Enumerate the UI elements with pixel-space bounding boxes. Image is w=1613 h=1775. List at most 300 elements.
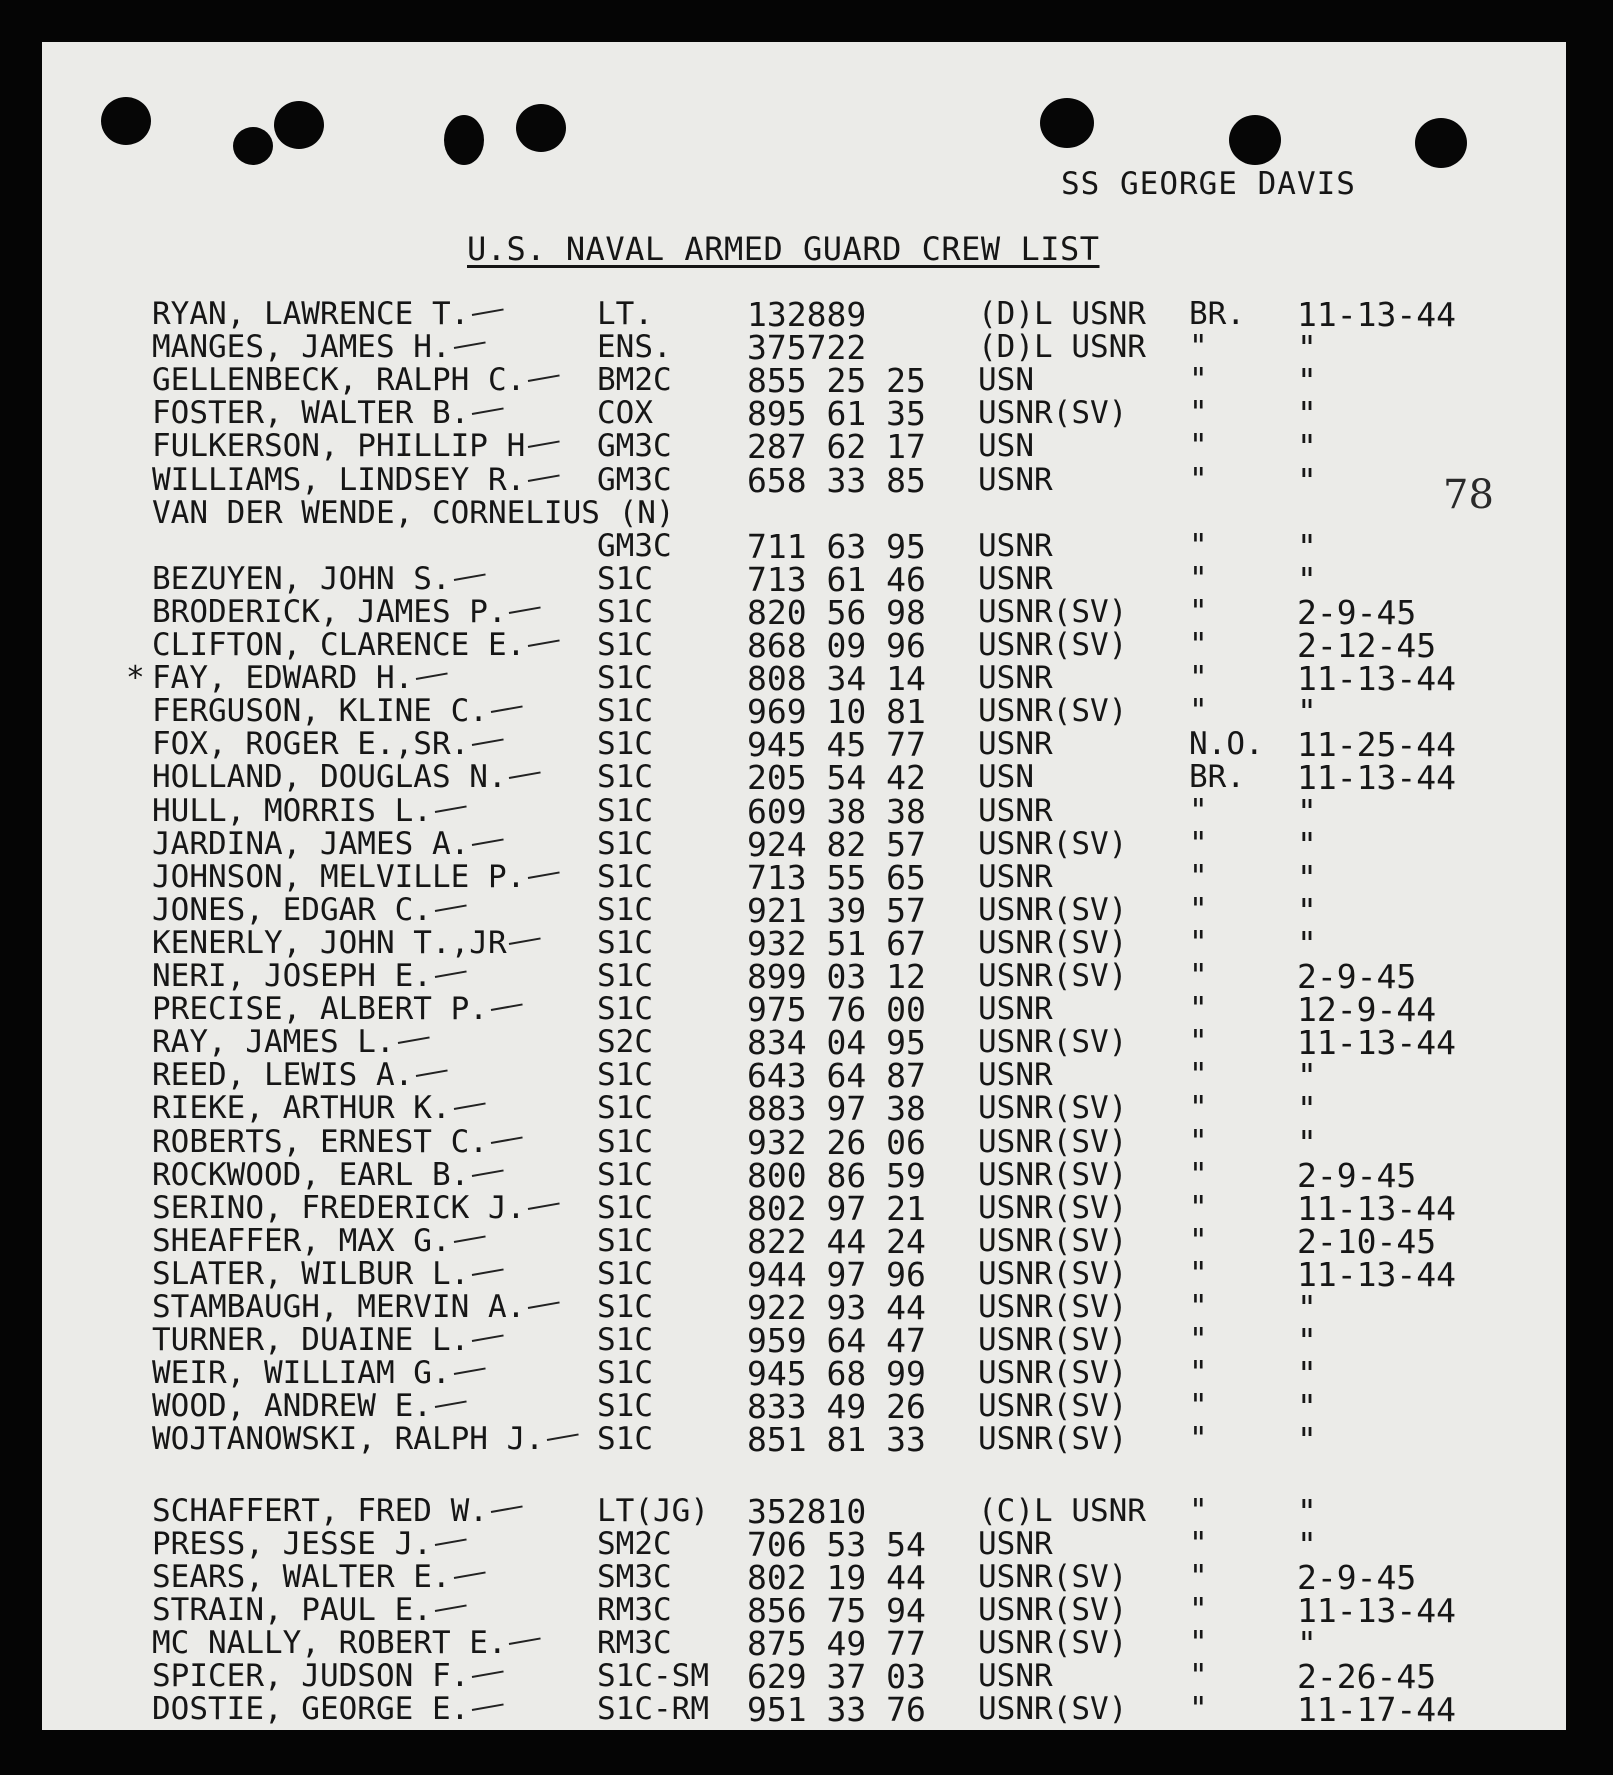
crew-row xyxy=(0,825,1613,864)
crew-name: RAY, JAMES L. xyxy=(152,1024,395,1060)
crew-location: " xyxy=(1189,793,1208,829)
punch-hole xyxy=(516,104,566,152)
crew-rate: S1C xyxy=(597,958,653,994)
punch-hole xyxy=(1040,98,1094,148)
crew-rate: S1C xyxy=(597,660,653,696)
crew-service-branch: USNR(SV) xyxy=(978,594,1128,630)
crew-name: BEZUYEN, JOHN S. xyxy=(152,561,451,597)
crew-row xyxy=(0,1189,1613,1228)
crew-date: 11-13-44 xyxy=(1297,1255,1456,1294)
crew-name: FAY, EDWARD H. xyxy=(152,660,414,696)
punch-hole xyxy=(1229,115,1281,165)
crew-location: BR. xyxy=(1189,296,1245,332)
crew-service-number: 868 09 96 xyxy=(747,626,926,665)
crew-name: DOSTIE, GEORGE E. xyxy=(152,1691,470,1727)
crew-service-number: 924 82 57 xyxy=(747,825,926,864)
crew-row xyxy=(0,1591,1613,1630)
crew-service-branch: USNR xyxy=(978,528,1053,564)
crew-location: " xyxy=(1189,1493,1208,1529)
crew-rate: S1C xyxy=(597,892,653,928)
crew-date: " xyxy=(1297,328,1317,367)
crew-date: 11-13-44 xyxy=(1297,1023,1456,1062)
crew-location: " xyxy=(1189,462,1208,498)
crew-row xyxy=(0,659,1613,698)
crew-name: STAMBAUGH, MERVIN A. xyxy=(152,1289,526,1325)
crew-row xyxy=(0,725,1613,764)
crew-service-number: 609 38 38 xyxy=(747,792,926,831)
crew-service-branch: USN xyxy=(978,759,1034,795)
crew-date: " xyxy=(1297,1354,1317,1393)
crew-name: VAN DER WENDE, CORNELIUS (N) xyxy=(152,495,675,531)
punch-hole xyxy=(444,115,484,165)
crew-service-number: 875 49 77 xyxy=(747,1624,926,1663)
crew-row xyxy=(0,924,1613,963)
crew-date: " xyxy=(1297,461,1317,500)
crew-name: MANGES, JAMES H. xyxy=(152,329,451,365)
crew-date: 11-13-44 xyxy=(1297,1189,1456,1228)
crew-date: 2-9-45 xyxy=(1297,1156,1417,1195)
crew-name: FOX, ROGER E.,SR. xyxy=(152,726,470,762)
crew-row xyxy=(0,626,1613,665)
crew-rate: GM3C xyxy=(597,462,672,498)
crew-service-number: 833 49 26 xyxy=(747,1387,926,1426)
crew-name: TURNER, DUAINE L. xyxy=(152,1322,470,1358)
crew-location: N.O. xyxy=(1189,726,1264,762)
crew-service-branch: USNR(SV) xyxy=(978,1289,1128,1325)
crew-service-branch: USNR(SV) xyxy=(978,1592,1128,1628)
crew-date: " xyxy=(1297,891,1317,930)
crew-date: 12-9-44 xyxy=(1297,990,1437,1029)
ship-name: SS GEORGE DAVIS xyxy=(1061,166,1356,202)
crew-date: " xyxy=(1297,527,1317,566)
crew-row xyxy=(0,593,1613,632)
crew-location: " xyxy=(1189,362,1208,398)
crew-service-branch: USNR xyxy=(978,726,1053,762)
crew-date: 2-26-45 xyxy=(1297,1657,1437,1696)
crew-row xyxy=(0,1288,1613,1327)
crew-name: RYAN, LAWRENCE T. xyxy=(152,296,470,332)
crew-row xyxy=(0,1558,1613,1597)
crew-date: " xyxy=(1297,692,1317,731)
crew-date: " xyxy=(1297,1089,1317,1128)
crew-service-number: 932 26 06 xyxy=(747,1123,926,1162)
crew-name: KENERLY, JOHN T.,JR xyxy=(152,925,507,961)
crew-location: " xyxy=(1189,892,1208,928)
crew-service-branch: USNR(SV) xyxy=(978,1355,1128,1391)
crew-service-branch: USNR(SV) xyxy=(978,1090,1128,1126)
crew-row xyxy=(0,1492,1613,1531)
crew-service-number: 945 68 99 xyxy=(747,1354,926,1393)
crew-service-number: 969 10 81 xyxy=(747,692,926,731)
crew-service-branch: USNR(SV) xyxy=(978,958,1128,994)
crew-name: HULL, MORRIS L. xyxy=(152,793,432,829)
crew-row xyxy=(0,1657,1613,1696)
crew-rate: RM3C xyxy=(597,1592,672,1628)
crew-location: " xyxy=(1189,991,1208,1027)
crew-service-number: 822 44 24 xyxy=(747,1222,926,1261)
crew-rate: SM2C xyxy=(597,1526,672,1562)
crew-mark: * xyxy=(126,660,145,696)
crew-date: " xyxy=(1297,858,1317,897)
crew-row xyxy=(0,1023,1613,1062)
crew-location: " xyxy=(1189,627,1208,663)
crew-service-branch: USNR(SV) xyxy=(978,826,1128,862)
crew-rate: S1C xyxy=(597,561,653,597)
crew-location: " xyxy=(1189,1124,1208,1160)
crew-location: " xyxy=(1189,859,1208,895)
crew-service-branch: (D)L USNR xyxy=(978,329,1146,365)
crew-row xyxy=(0,1690,1613,1729)
crew-service-branch: USNR(SV) xyxy=(978,1691,1128,1727)
crew-row xyxy=(0,891,1613,930)
crew-name: SEARS, WALTER E. xyxy=(152,1559,451,1595)
crew-service-number: 834 04 95 xyxy=(747,1023,926,1062)
crew-service-number: 921 39 57 xyxy=(747,891,926,930)
crew-date: " xyxy=(1297,1387,1317,1426)
crew-location: " xyxy=(1189,826,1208,862)
crew-service-branch: USNR(SV) xyxy=(978,1625,1128,1661)
punch-hole xyxy=(1415,118,1467,168)
crew-location: " xyxy=(1189,594,1208,630)
crew-name: SERINO, FREDERICK J. xyxy=(152,1190,526,1226)
crew-date: " xyxy=(1297,825,1317,864)
crew-service-number: 375722 xyxy=(747,328,867,367)
crew-service-branch: USNR(SV) xyxy=(978,892,1128,928)
crew-rate: COX xyxy=(597,395,653,431)
crew-service-branch: USNR(SV) xyxy=(978,1388,1128,1424)
crew-date: 11-13-44 xyxy=(1297,295,1456,334)
crew-rate: LT. xyxy=(597,296,653,332)
crew-location: BR. xyxy=(1189,759,1245,795)
crew-service-number: 800 86 59 xyxy=(747,1156,926,1195)
crew-location: " xyxy=(1189,1691,1208,1727)
crew-service-branch: USNR(SV) xyxy=(978,1190,1128,1226)
crew-service-branch: USNR xyxy=(978,1057,1053,1093)
crew-service-number: 132889 xyxy=(747,295,867,334)
crew-service-branch: (D)L USNR xyxy=(978,296,1146,332)
crew-service-branch: USNR(SV) xyxy=(978,395,1128,431)
crew-location: " xyxy=(1189,1526,1208,1562)
crew-location: " xyxy=(1189,1592,1208,1628)
crew-location: " xyxy=(1189,1057,1208,1093)
crew-date: " xyxy=(1297,1525,1317,1564)
crew-name: CLIFTON, CLARENCE E. xyxy=(152,627,526,663)
crew-service-number: 713 61 46 xyxy=(747,560,926,599)
crew-name: FERGUSON, KLINE C. xyxy=(152,693,488,729)
crew-name: WOJTANOWSKI, RALPH J. xyxy=(152,1421,544,1457)
crew-service-branch: USNR(SV) xyxy=(978,1157,1128,1193)
crew-date: 2-12-45 xyxy=(1297,626,1437,665)
crew-service-number: 629 37 03 xyxy=(747,1657,926,1696)
crew-service-branch: USNR xyxy=(978,859,1053,895)
crew-rate: S1C xyxy=(597,793,653,829)
crew-service-branch: USNR xyxy=(978,1658,1053,1694)
crew-name: JONES, EDGAR C. xyxy=(152,892,432,928)
crew-rate: LT(JG) xyxy=(597,1493,709,1529)
crew-row xyxy=(0,1624,1613,1663)
crew-row xyxy=(0,1354,1613,1393)
crew-location: " xyxy=(1189,1625,1208,1661)
crew-rate: S1C xyxy=(597,1322,653,1358)
crew-rate: S1C xyxy=(597,1223,653,1259)
crew-row xyxy=(0,1156,1613,1195)
crew-service-number: 899 03 12 xyxy=(747,957,926,996)
crew-rate: GM3C xyxy=(597,528,672,564)
crew-location: " xyxy=(1189,1223,1208,1259)
crew-service-branch: USNR xyxy=(978,561,1053,597)
crew-service-number: 706 53 54 xyxy=(747,1525,926,1564)
crew-rate: S1C xyxy=(597,1421,653,1457)
crew-service-number: 205 54 42 xyxy=(747,758,926,797)
crew-name: FOSTER, WALTER B. xyxy=(152,395,470,431)
crew-date: " xyxy=(1297,1056,1317,1095)
crew-row xyxy=(0,361,1613,400)
crew-row xyxy=(0,461,1613,500)
crew-rate: S1C xyxy=(597,1190,653,1226)
crew-date: 11-13-44 xyxy=(1297,758,1456,797)
crew-row xyxy=(0,692,1613,731)
crew-date: " xyxy=(1297,792,1317,831)
crew-row xyxy=(0,527,1613,566)
crew-rate: RM3C xyxy=(597,1625,672,1661)
crew-rate: S1C xyxy=(597,1124,653,1160)
crew-name: FULKERSON, PHILLIP H xyxy=(152,428,526,464)
crew-rate: S1C xyxy=(597,1289,653,1325)
crew-row xyxy=(0,295,1613,334)
crew-location: " xyxy=(1189,1388,1208,1424)
crew-name: REED, LEWIS A. xyxy=(152,1057,414,1093)
crew-date: " xyxy=(1297,1288,1317,1327)
crew-service-number: 883 97 38 xyxy=(747,1089,926,1128)
crew-location: " xyxy=(1189,1090,1208,1126)
crew-service-number: 851 81 33 xyxy=(747,1420,926,1459)
crew-rate: S1C xyxy=(597,925,653,961)
crew-row xyxy=(0,1056,1613,1095)
document-title: U.S. NAVAL ARMED GUARD CREW LIST xyxy=(467,230,1100,268)
crew-name: WEIR, WILLIAM G. xyxy=(152,1355,451,1391)
crew-service-number: 959 64 47 xyxy=(747,1321,926,1360)
crew-service-number: 658 33 85 xyxy=(747,461,926,500)
crew-row xyxy=(0,1123,1613,1162)
crew-rate: S1C xyxy=(597,726,653,762)
crew-rate: S2C xyxy=(597,1024,653,1060)
crew-rate: ENS. xyxy=(597,329,672,365)
crew-rate: S1C xyxy=(597,1388,653,1424)
crew-rate: S1C xyxy=(597,859,653,895)
crew-row xyxy=(0,1525,1613,1564)
crew-service-number: 802 19 44 xyxy=(747,1558,926,1597)
crew-service-number: 951 33 76 xyxy=(747,1690,926,1729)
crew-location: " xyxy=(1189,1256,1208,1292)
crew-name: MC NALLY, ROBERT E. xyxy=(152,1625,507,1661)
crew-date: " xyxy=(1297,1624,1317,1663)
crew-location: " xyxy=(1189,561,1208,597)
crew-service-branch: USNR xyxy=(978,793,1053,829)
crew-row xyxy=(0,858,1613,897)
crew-location: " xyxy=(1189,693,1208,729)
crew-name: WOOD, ANDREW E. xyxy=(152,1388,432,1424)
crew-rate: GM3C xyxy=(597,428,672,464)
crew-service-branch: USNR(SV) xyxy=(978,693,1128,729)
crew-row xyxy=(0,990,1613,1029)
crew-name: JOHNSON, MELVILLE P. xyxy=(152,859,526,895)
crew-date: 11-13-44 xyxy=(1297,1591,1456,1630)
crew-name: GELLENBECK, RALPH C. xyxy=(152,362,526,398)
crew-date: 11-25-44 xyxy=(1297,725,1456,764)
crew-row xyxy=(0,1420,1613,1459)
crew-date: " xyxy=(1297,1420,1317,1459)
crew-name: BRODERICK, JAMES P. xyxy=(152,594,507,630)
punch-hole xyxy=(233,127,273,165)
crew-location: " xyxy=(1189,1658,1208,1694)
crew-rate: S1C xyxy=(597,1256,653,1292)
crew-date: " xyxy=(1297,427,1317,466)
crew-location: " xyxy=(1189,1157,1208,1193)
crew-row xyxy=(0,560,1613,599)
crew-rate: S1C-SM xyxy=(597,1658,709,1694)
crew-service-branch: USNR xyxy=(978,1526,1053,1562)
crew-location: " xyxy=(1189,1322,1208,1358)
crew-service-number: 808 34 14 xyxy=(747,659,926,698)
crew-service-branch: USNR xyxy=(978,991,1053,1027)
crew-service-number: 895 61 35 xyxy=(747,394,926,433)
crew-row xyxy=(0,497,1613,530)
crew-service-branch: USN xyxy=(978,362,1034,398)
punch-hole xyxy=(101,97,151,145)
crew-service-number: 820 56 98 xyxy=(747,593,926,632)
crew-rate: SM3C xyxy=(597,1559,672,1595)
crew-rate: S1C xyxy=(597,1157,653,1193)
crew-rate: S1C xyxy=(597,1355,653,1391)
crew-service-number: 713 55 65 xyxy=(747,858,926,897)
crew-service-number: 352810 xyxy=(747,1492,867,1531)
crew-row xyxy=(0,1321,1613,1360)
crew-date: 2-9-45 xyxy=(1297,593,1417,632)
crew-date: " xyxy=(1297,924,1317,963)
crew-rate: S1C-RM xyxy=(597,1691,709,1727)
crew-rate: S1C xyxy=(597,826,653,862)
crew-row xyxy=(0,328,1613,367)
crew-date: " xyxy=(1297,394,1317,433)
crew-service-branch: USNR(SV) xyxy=(978,1024,1128,1060)
crew-name: HOLLAND, DOUGLAS N. xyxy=(152,759,507,795)
crew-date: 2-10-45 xyxy=(1297,1222,1437,1261)
crew-location: " xyxy=(1189,428,1208,464)
crew-name: JARDINA, JAMES A. xyxy=(152,826,470,862)
crew-service-number: 922 93 44 xyxy=(747,1288,926,1327)
crew-service-branch: (C)L USNR xyxy=(978,1493,1146,1529)
crew-service-branch: USN xyxy=(978,428,1034,464)
crew-row xyxy=(0,792,1613,831)
crew-date: " xyxy=(1297,560,1317,599)
crew-service-number: 932 51 67 xyxy=(747,924,926,963)
crew-service-branch: USNR(SV) xyxy=(978,1256,1128,1292)
crew-name: STRAIN, PAUL E. xyxy=(152,1592,432,1628)
crew-name: PRECISE, ALBERT P. xyxy=(152,991,488,1027)
crew-date: 2-9-45 xyxy=(1297,957,1417,996)
crew-rate: S1C xyxy=(597,594,653,630)
crew-service-branch: USNR(SV) xyxy=(978,1223,1128,1259)
crew-rate: S1C xyxy=(597,991,653,1027)
crew-service-branch: USNR(SV) xyxy=(978,1322,1128,1358)
punch-hole xyxy=(274,101,324,149)
crew-location: " xyxy=(1189,395,1208,431)
crew-name: RIEKE, ARTHUR K. xyxy=(152,1090,451,1126)
crew-rate: BM2C xyxy=(597,362,672,398)
crew-date: " xyxy=(1297,1492,1317,1531)
crew-row xyxy=(0,1089,1613,1128)
crew-rate: S1C xyxy=(597,1090,653,1126)
crew-service-number: 643 64 87 xyxy=(747,1056,926,1095)
crew-rate: S1C xyxy=(597,627,653,663)
crew-name: ROBERTS, ERNEST C. xyxy=(152,1124,488,1160)
crew-name: SLATER, WILBUR L. xyxy=(152,1256,470,1292)
crew-service-number: 802 97 21 xyxy=(747,1189,926,1228)
crew-date: 11-17-44 xyxy=(1297,1690,1456,1729)
crew-date: " xyxy=(1297,1321,1317,1360)
crew-rate: S1C xyxy=(597,759,653,795)
crew-name: ROCKWOOD, EARL B. xyxy=(152,1157,470,1193)
crew-row xyxy=(0,1222,1613,1261)
crew-service-branch: USNR(SV) xyxy=(978,627,1128,663)
crew-name: SPICER, JUDSON F. xyxy=(152,1658,470,1694)
crew-date: " xyxy=(1297,361,1317,400)
crew-name: WILLIAMS, LINDSEY R. xyxy=(152,462,526,498)
crew-service-branch: USNR(SV) xyxy=(978,1421,1128,1457)
crew-service-number: 287 62 17 xyxy=(747,427,926,466)
crew-location: " xyxy=(1189,1190,1208,1226)
crew-location: " xyxy=(1189,329,1208,365)
crew-location: " xyxy=(1189,660,1208,696)
crew-service-number: 975 76 00 xyxy=(747,990,926,1029)
crew-name: SCHAFFERT, FRED W. xyxy=(152,1493,488,1529)
crew-row xyxy=(0,957,1613,996)
page-number: 78 xyxy=(1443,472,1494,518)
crew-location: " xyxy=(1189,1421,1208,1457)
crew-date: 2-9-45 xyxy=(1297,1558,1417,1597)
crew-service-branch: USNR xyxy=(978,462,1053,498)
crew-location: " xyxy=(1189,1559,1208,1595)
crew-rate: S1C xyxy=(597,1057,653,1093)
crew-row xyxy=(0,1255,1613,1294)
crew-location: " xyxy=(1189,528,1208,564)
crew-location: " xyxy=(1189,1355,1208,1391)
crew-row xyxy=(0,758,1613,797)
crew-name: SHEAFFER, MAX G. xyxy=(152,1223,451,1259)
crew-service-branch: USNR(SV) xyxy=(978,925,1128,961)
crew-service-number: 944 97 96 xyxy=(747,1255,926,1294)
crew-location: " xyxy=(1189,1289,1208,1325)
crew-service-branch: USNR xyxy=(978,660,1053,696)
crew-service-number: 856 75 94 xyxy=(747,1591,926,1630)
crew-location: " xyxy=(1189,925,1208,961)
crew-date: 11-13-44 xyxy=(1297,659,1456,698)
crew-service-branch: USNR(SV) xyxy=(978,1124,1128,1160)
crew-name: PRESS, JESSE J. xyxy=(152,1526,432,1562)
crew-row xyxy=(0,427,1613,466)
crew-date: " xyxy=(1297,1123,1317,1162)
crew-rate: S1C xyxy=(597,693,653,729)
crew-location: " xyxy=(1189,958,1208,994)
crew-location: " xyxy=(1189,1024,1208,1060)
crew-name: NERI, JOSEPH E. xyxy=(152,958,432,994)
crew-row xyxy=(0,1387,1613,1426)
crew-service-number: 855 25 25 xyxy=(747,361,926,400)
crew-service-number: 945 45 77 xyxy=(747,725,926,764)
crew-service-branch: USNR(SV) xyxy=(978,1559,1128,1595)
crew-row xyxy=(0,394,1613,433)
crew-service-number: 711 63 95 xyxy=(747,527,926,566)
